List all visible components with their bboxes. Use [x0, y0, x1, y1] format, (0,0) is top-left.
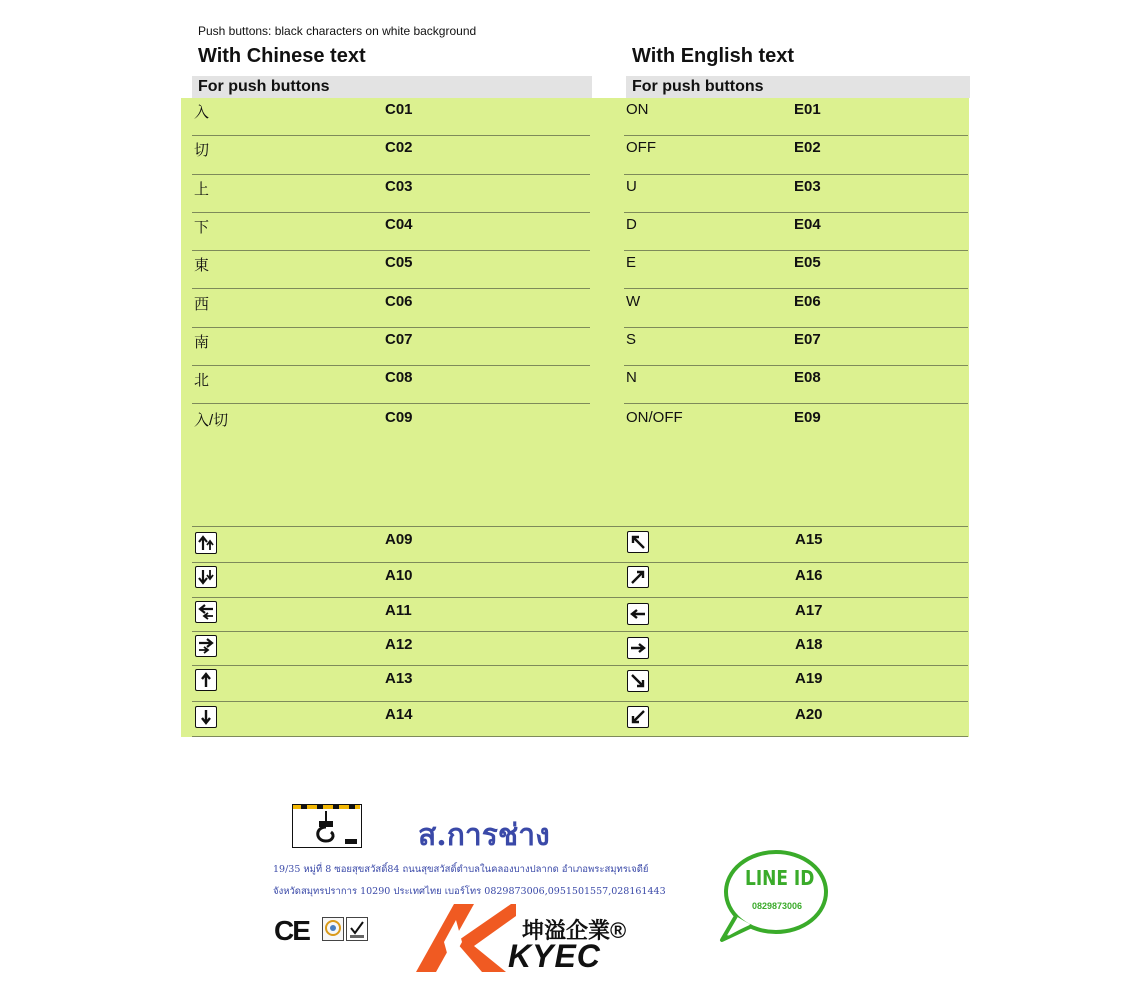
table-row	[192, 98, 590, 136]
double-arrow-up-icon	[195, 532, 217, 554]
button-label-text: ON	[626, 101, 649, 118]
ce-mark: CE	[274, 915, 309, 946]
company-logo	[292, 804, 362, 848]
kyec-english-name: KYEC	[508, 938, 601, 974]
arrow-down-right-icon	[627, 670, 649, 692]
arrow-down-left-icon	[627, 706, 649, 728]
part-code: A12	[385, 636, 413, 653]
button-label-text: 上	[194, 180, 210, 198]
certification-seal-icon	[322, 917, 344, 941]
table-row	[624, 702, 968, 737]
english-column-title: With English text	[632, 45, 795, 67]
part-code: C04	[385, 215, 413, 233]
table-row	[192, 136, 590, 174]
button-label-text: 切	[194, 142, 210, 160]
button-label-text: 西	[194, 295, 210, 313]
button-label-text: D	[626, 215, 637, 233]
address-line-1: 19/35 หมู่ที่ 8 ซอยสุขสวัสดิ์84 ถนนสุขสวัสดิ์ตำบลในคลองบางปลากด อำเภอพระสมุทรเจดีย์	[273, 864, 649, 875]
part-code: A20	[795, 706, 823, 723]
table-row	[624, 136, 968, 174]
table-row	[192, 251, 590, 289]
button-label-text: 東	[194, 257, 210, 275]
line-id-label: LINE ID	[745, 866, 815, 890]
part-code: A10	[385, 567, 413, 584]
part-code: A13	[385, 670, 413, 687]
caption: Push buttons: black characters on white background	[198, 24, 477, 38]
kyec-chinese-name: 坤溢企業®	[522, 918, 627, 943]
button-label-text: 入/切	[194, 412, 229, 430]
table-row	[192, 328, 590, 366]
button-label-text: W	[626, 292, 641, 310]
part-code: E08	[794, 369, 821, 387]
part-code: E03	[794, 177, 821, 195]
quality-check-icon	[346, 917, 368, 941]
button-label-text: 北	[194, 372, 210, 390]
part-code: A18	[795, 636, 823, 653]
double-arrow-down-icon	[195, 566, 217, 588]
table-row	[192, 404, 590, 442]
part-code: A17	[795, 602, 823, 619]
english-section-header: For push buttons	[626, 76, 970, 98]
part-code: A16	[795, 567, 823, 584]
table-row	[624, 404, 968, 442]
button-label-text: OFF	[626, 139, 656, 157]
table-row	[624, 251, 968, 289]
part-code: C02	[385, 139, 413, 157]
double-arrow-right-icon	[195, 635, 217, 657]
part-code: E01	[794, 101, 821, 118]
button-label-text: N	[626, 369, 637, 387]
part-code: E06	[794, 292, 821, 310]
part-code: E05	[794, 254, 821, 272]
arrow-up-left-icon	[627, 531, 649, 553]
part-code: E04	[794, 215, 821, 233]
company-name: ส.การช่าง	[418, 818, 550, 853]
kyec-logo	[416, 902, 646, 974]
part-code: C09	[385, 409, 413, 427]
double-arrow-left-icon	[195, 601, 217, 623]
part-code: C08	[385, 369, 413, 387]
button-label-text: E	[626, 254, 637, 272]
table-row	[624, 366, 968, 404]
button-label-text: 南	[194, 333, 210, 351]
chinese-column-title: With Chinese text	[198, 45, 366, 67]
part-code: A15	[795, 531, 823, 548]
line-chat-bubble-icon	[716, 850, 830, 946]
chinese-section-header: For push buttons	[192, 76, 592, 98]
part-code: E02	[794, 139, 821, 157]
table-row	[624, 213, 968, 251]
button-label-text: 入	[194, 104, 210, 121]
line-id-number: 0829873006	[752, 901, 803, 911]
part-code: E07	[794, 330, 821, 348]
table-row	[624, 290, 968, 328]
table-row	[192, 175, 590, 213]
address-line-2: จังหวัดสมุทรปราการ 10290 ประเทศไทย เบอร์โทร 0829873006,0951501557,028161443	[273, 886, 666, 897]
part-code: C06	[385, 292, 413, 310]
table-row	[624, 328, 968, 366]
table-row	[624, 632, 968, 666]
table-row	[624, 563, 968, 598]
button-label-text: U	[626, 177, 637, 195]
part-code: C07	[385, 330, 413, 348]
part-code: C05	[385, 254, 413, 272]
arrow-up-right-icon	[627, 566, 649, 588]
table-row	[624, 98, 968, 136]
part-code: A19	[795, 670, 823, 687]
arrow-left-icon	[627, 603, 649, 625]
arrow-down-icon	[195, 706, 217, 728]
part-code: C01	[385, 101, 413, 118]
part-code: C03	[385, 177, 413, 195]
table-row	[192, 290, 590, 328]
button-label-text: 下	[194, 218, 210, 236]
arrow-right-icon	[627, 637, 649, 659]
table-row	[624, 526, 968, 563]
part-code: A09	[385, 531, 413, 548]
table-row	[192, 213, 590, 251]
part-code: E09	[794, 409, 821, 427]
table-row	[624, 666, 968, 702]
button-label-text: S	[626, 330, 637, 348]
table-row	[624, 175, 968, 213]
arrow-up-icon	[195, 669, 217, 691]
table-row	[624, 598, 968, 632]
button-label-text: ON/OFF	[626, 409, 683, 427]
part-code: A14	[385, 706, 413, 723]
table-row	[192, 366, 590, 404]
part-code: A11	[385, 602, 412, 619]
